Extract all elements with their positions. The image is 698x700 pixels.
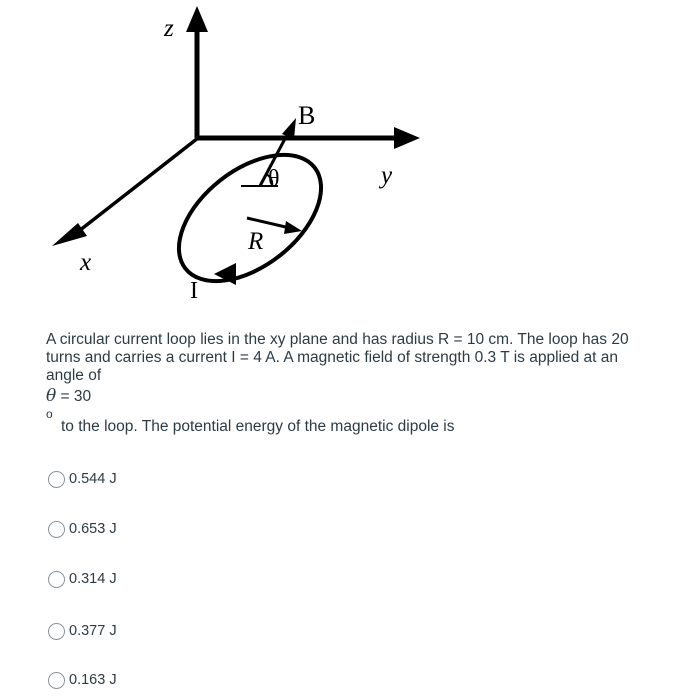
answer-option[interactable]: [48, 669, 117, 691]
answer-option-label: 0.314 J: [69, 571, 117, 587]
question-line: A circular current loop lies in the xy plane and has radius R = 10 cm. The loop has 20: [46, 331, 629, 348]
field-label: B: [298, 101, 316, 130]
radius-arrowhead: [284, 221, 302, 234]
answer-option[interactable]: [48, 518, 117, 540]
y-axis-arrowhead: [394, 127, 420, 149]
radio-button[interactable]: [48, 623, 65, 640]
angle-label: θ: [268, 166, 280, 192]
answer-option[interactable]: [48, 468, 117, 490]
theta-symbol: θ: [46, 386, 57, 406]
question-line: angle of: [46, 367, 102, 384]
angle-expression: [46, 387, 666, 406]
answer-option[interactable]: [48, 568, 117, 590]
x-axis: [70, 138, 198, 238]
answer-option-label: 0.163 J: [69, 672, 117, 688]
x-axis-arrowhead: [52, 223, 87, 246]
current-label: I: [190, 278, 198, 304]
answer-option-label: 0.653 J: [69, 521, 117, 537]
angle-value: = 30: [56, 388, 92, 405]
radio-button[interactable]: [48, 672, 65, 689]
radio-button[interactable]: [48, 571, 65, 588]
answer-option-label: 0.544 J: [69, 471, 117, 487]
magnetic-loop-diagram: [0, 0, 698, 310]
question-line: turns and carries a current I = 4 A. A magnetic field of strength 0.3 T is applied at an: [46, 349, 618, 366]
radio-button[interactable]: [48, 471, 65, 488]
radius-vector: [247, 218, 290, 228]
x-axis-label: x: [80, 249, 92, 276]
y-axis-label: y: [381, 162, 393, 189]
question-line: to the loop. The potential energy of the magnetic dipole is: [61, 418, 455, 435]
z-axis-arrowhead: [186, 6, 208, 32]
answer-option-label: 0.377 J: [69, 623, 117, 639]
degree-symbol: o: [46, 407, 53, 421]
radio-button[interactable]: [48, 521, 65, 538]
radius-label: R: [248, 228, 264, 255]
question-text: [46, 331, 666, 436]
answer-option[interactable]: [48, 620, 117, 642]
z-axis-label: z: [164, 15, 174, 42]
